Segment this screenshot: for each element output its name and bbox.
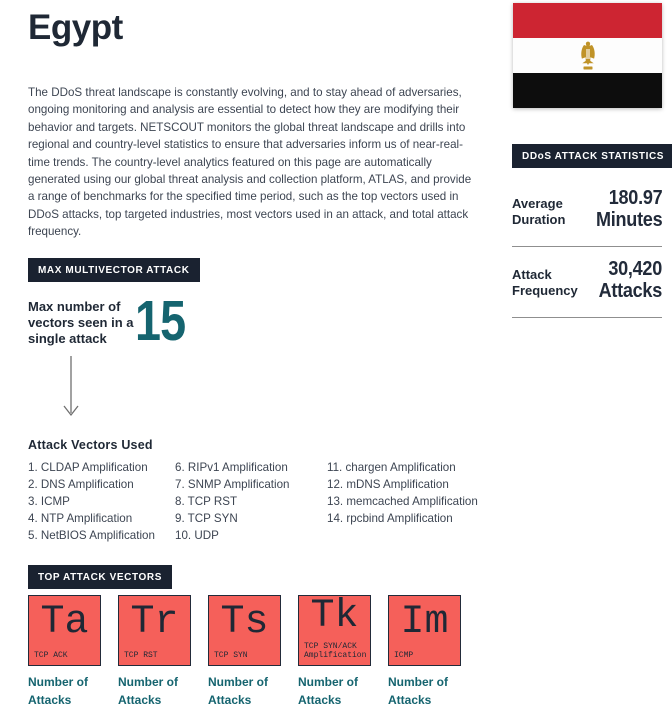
vector-item: 2. DNS Amplification bbox=[28, 478, 134, 491]
tile-metric-label: Number of Attacks bbox=[118, 675, 178, 707]
vector-item: 7. SNMP Amplification bbox=[175, 478, 290, 491]
attack-vector-tile-tcp-rst bbox=[118, 595, 191, 666]
tile-vector-name: TCP RST bbox=[124, 651, 158, 661]
attack-vectors-column-2 bbox=[175, 459, 315, 544]
stat-label: Average Duration bbox=[512, 196, 566, 228]
vector-item: 9. TCP SYN bbox=[175, 512, 238, 525]
divider bbox=[512, 317, 662, 318]
attack-vector-tile-tcp-syn bbox=[208, 595, 281, 666]
tile-symbol: Im bbox=[400, 600, 449, 645]
attack-vector-tile-icmp bbox=[388, 595, 461, 666]
max-vectors-caption: Max number of vectors seen in a single attack bbox=[28, 299, 134, 346]
attack-vector-tile-tcp-syn-ack-amplification bbox=[298, 595, 371, 666]
vector-item: 14. rpcbind Amplification bbox=[327, 512, 453, 525]
vector-item: 1. CLDAP Amplification bbox=[28, 461, 148, 474]
vector-item: 10. UDP bbox=[175, 529, 219, 542]
eagle-of-saladin-icon bbox=[576, 40, 600, 72]
intro-paragraph: The DDoS threat landscape is constantly evolving, and to stay ahead of adversaries, ongoing monitoring and analysis are essential to detect how they are modifying their behavior and targets. NETSCOUT monitors the global threat landscape and drills into regional and country-level statistics to ensure that adversaries inform us of near-real-time trends. The country-level analytics featured on this page are automatically generated using our global threat analysis and collection platform, ATLAS, and provide a range of benchmarks for the specified time period, such as the top vectors used in DDoS attacks, top targeted industries, most vectors used in an attack, and total attack frequency. bbox=[28, 86, 472, 239]
stat-value-unit: Attacks bbox=[598, 278, 662, 302]
stat-value bbox=[596, 187, 662, 231]
attack-vectors-used-heading: Attack Vectors Used bbox=[28, 438, 153, 452]
stat-row-attack-frequency bbox=[512, 258, 662, 302]
tile-vector-name: TCP ACK bbox=[34, 651, 68, 661]
stat-row-average-duration bbox=[512, 187, 662, 231]
flag-white-band bbox=[513, 38, 662, 73]
tile-vector-name: TCP SYN bbox=[214, 651, 248, 661]
ddos-attack-statistics-badge: DDoS ATTACK STATISTICS bbox=[512, 144, 672, 168]
stat-label: Attack Frequency bbox=[512, 267, 578, 299]
page-title: Egypt bbox=[28, 8, 123, 47]
tile-symbol: Tk bbox=[310, 594, 359, 639]
tile-symbol: Tr bbox=[130, 600, 179, 645]
stat-value-unit: Minutes bbox=[595, 207, 662, 231]
stat-value-number: 180.97 bbox=[608, 186, 662, 209]
stat-value-number: 30,420 bbox=[608, 257, 662, 280]
egypt-flag-icon bbox=[513, 3, 662, 108]
tile-metric-label: Number of Attacks bbox=[208, 675, 268, 707]
divider bbox=[512, 246, 662, 247]
vector-item: 12. mDNS Amplification bbox=[327, 478, 449, 491]
max-vectors-value: 15 bbox=[135, 289, 186, 353]
vector-item: 8. TCP RST bbox=[175, 495, 238, 508]
tile-metric-label: Number of Attacks bbox=[28, 675, 88, 707]
flag-red-band bbox=[513, 3, 662, 38]
tile-symbol: Ts bbox=[220, 600, 269, 645]
tile-vector-name: TCP SYN/ACK Amplification bbox=[304, 641, 367, 661]
tile-metric-label: Number of Attacks bbox=[298, 675, 358, 707]
vector-item: 11. chargen Amplification bbox=[327, 461, 456, 474]
vector-item: 4. NTP Amplification bbox=[28, 512, 133, 525]
stat-value bbox=[599, 258, 662, 302]
vector-item: 6. RIPv1 Amplification bbox=[175, 461, 288, 474]
max-multivector-attack-badge: MAX MULTIVECTOR ATTACK bbox=[28, 258, 200, 282]
vector-item: 3. ICMP bbox=[28, 495, 70, 508]
attack-vector-tile-tcp-ack bbox=[28, 595, 101, 666]
down-arrow-icon bbox=[62, 355, 80, 421]
vector-item: 13. memcached Amplification bbox=[327, 495, 478, 508]
top-attack-vectors-badge: TOP ATTACK VECTORS bbox=[28, 565, 172, 589]
attack-vectors-column-3 bbox=[327, 459, 497, 527]
tile-vector-name: ICMP bbox=[394, 651, 414, 661]
tile-metric-label: Number of Attacks bbox=[388, 675, 448, 707]
vector-item: 5. NetBIOS Amplification bbox=[28, 529, 155, 542]
flag-black-band bbox=[513, 73, 662, 108]
attack-vectors-column-1 bbox=[28, 459, 178, 544]
tile-symbol: Ta bbox=[40, 600, 89, 645]
